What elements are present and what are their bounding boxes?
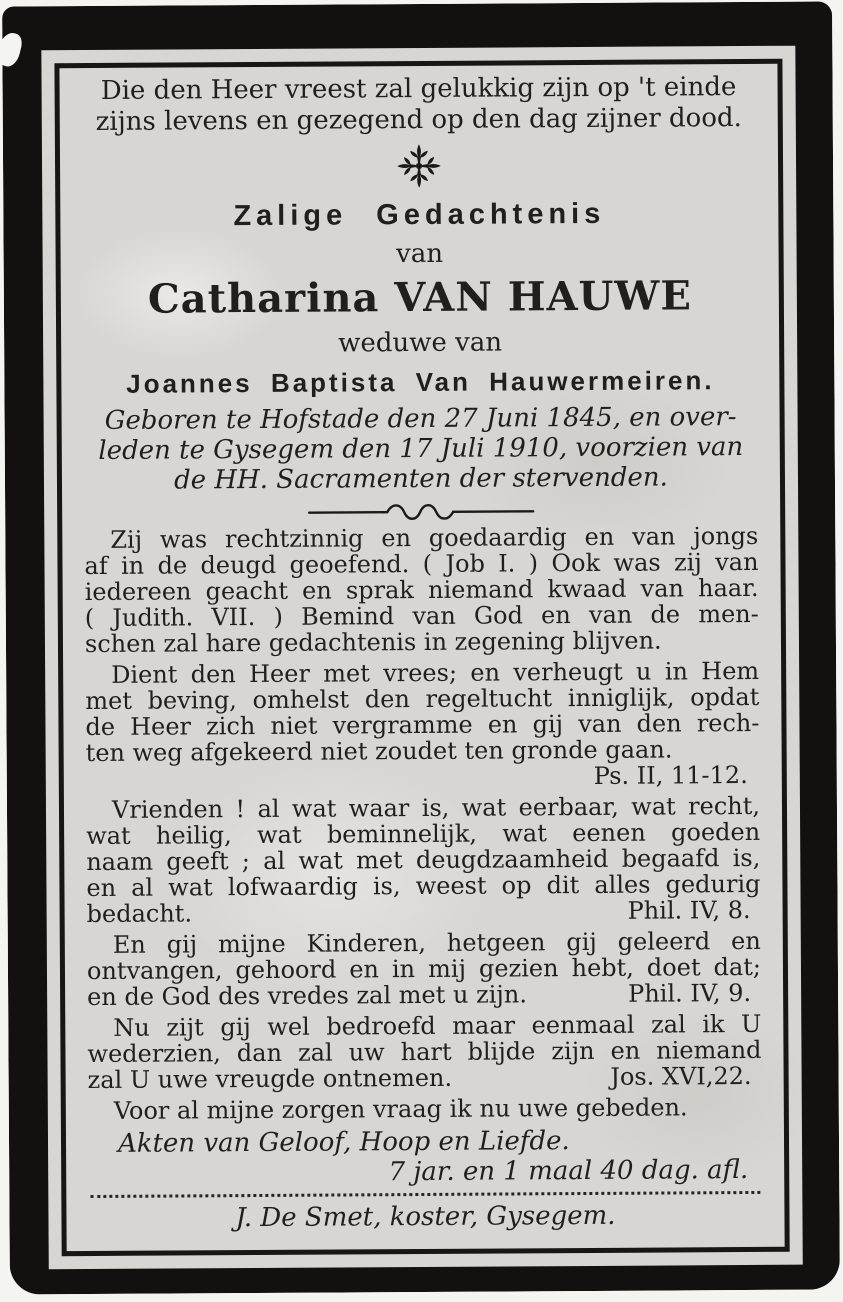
text-line xyxy=(87,897,761,927)
text-line: ten weg afgekeerd niet zoudet ten gronde gaan. xyxy=(85,735,673,768)
text-line: iedereen geacht en sprak niemand kwaad van haar. xyxy=(84,573,759,607)
line-text: bedacht. xyxy=(86,899,193,929)
text-line: Dient den Heer met vrees; en verheugt u in Hem xyxy=(111,656,760,689)
acts-of-faith-line: Akten van Geloof, Hoop en Liefde. xyxy=(117,1126,570,1159)
card-paper xyxy=(41,46,802,1270)
text-line: Die den Heer vreest zal gelukkig zijn op 't einde xyxy=(100,72,737,106)
flourish-divider-icon xyxy=(84,500,758,522)
paragraph-philippians-quote xyxy=(86,793,761,927)
widow-label: weduwe van xyxy=(338,327,503,359)
text-line: af in de deugd geoefend. ( Job I. ) Ook was zij van xyxy=(84,547,759,581)
of-word: van xyxy=(396,238,444,270)
text-line: met beving, omhelst den regeltucht inniglijk, opdat xyxy=(85,682,760,716)
deceased-name: Catharina VAN HAUWE xyxy=(147,272,692,323)
epigraph xyxy=(81,72,755,138)
paragraph-eulogy xyxy=(84,523,759,657)
text-line: ontvangen, gehoord en in mij gezien hebt, doet dat; xyxy=(86,952,762,986)
vital-record xyxy=(84,402,759,496)
printer-imprint-line: J. De Smet, koster, Gysegem. xyxy=(235,1200,616,1234)
text-line: wederzien, dan zal uw hart blijde zijn en niemand xyxy=(87,1035,762,1069)
text-line: en al wat lofwaardig is, weest op dit alles gedurig xyxy=(86,869,761,903)
inner-rule-frame xyxy=(54,59,789,1256)
scripture-citation: Phil. IV, 9. xyxy=(628,978,752,1008)
scripture-citation: Jos. XVI,22. xyxy=(610,1061,752,1091)
dotted-divider xyxy=(90,1191,760,1198)
text-line: Zij was rechtzinnig en goedaardig en van jongs xyxy=(110,521,759,554)
text-line: ( Judith. VII. ) Bemind van God en van de men- xyxy=(84,599,759,633)
scripture-citation: Ps. II, 11-12. xyxy=(593,761,748,790)
paragraph-farewell xyxy=(87,1011,761,1093)
text-line: wat heilig, wat beminnelijk, wat eenen goeden xyxy=(86,817,761,851)
text-line: zijns levens en gezegend op den dag zijner dood. xyxy=(95,103,742,137)
text-line xyxy=(88,1063,762,1093)
memorial-title: Zalige Gedachtenis xyxy=(233,197,606,233)
scripture-citation: Phil. IV, 8. xyxy=(627,895,751,925)
card-content xyxy=(81,72,762,1247)
text-line: En gij mijne Kinderen, hetgeen gij geleerd en xyxy=(112,926,761,959)
line-text: en de God des vredes zal met u zijn. xyxy=(87,980,527,1012)
text-line: de Heer zich niet vergramme en gij van den rech- xyxy=(85,708,760,742)
cross-fleury-icon xyxy=(82,140,756,192)
line-text: zal U uwe vreugde ontnemen. xyxy=(87,1063,453,1095)
paragraph-children-exhortation xyxy=(87,928,761,1010)
petition-line: Voor al mijne zorgen vraag ik nu uwe gebeden. xyxy=(113,1093,688,1125)
mourning-border xyxy=(2,1,840,1294)
text-line: Nu zijt gij wel bedroefd maar eenmaal zal ik U xyxy=(113,1009,762,1042)
text-line: schen zal hare gedachtenis in zegening blijven. xyxy=(84,626,662,659)
corner-wear-chip xyxy=(0,30,24,68)
paragraph-psalm-quote xyxy=(85,658,760,792)
text-line: Geboren te Hofstade den 27 Juni 1845, en over- xyxy=(104,402,737,436)
text-line: Vrienden ! al wat waar is, wat eerbaar, wat recht, xyxy=(111,791,761,824)
text-line: de HH. Sacramenten der stervenden. xyxy=(173,462,668,496)
text-line: leden te Gysegem den 17 Juli 1910, voorzien van xyxy=(98,432,744,466)
husband-name: Joannes Baptista Van Hauwermeiren. xyxy=(126,365,715,399)
text-line xyxy=(87,980,761,1010)
text-line: naam geeft ; al wat met deugdzaamheid begaafd is, xyxy=(86,843,761,877)
indulgence-grant-line: 7 jar. en 1 maal 40 dag. afl. xyxy=(388,1155,749,1188)
